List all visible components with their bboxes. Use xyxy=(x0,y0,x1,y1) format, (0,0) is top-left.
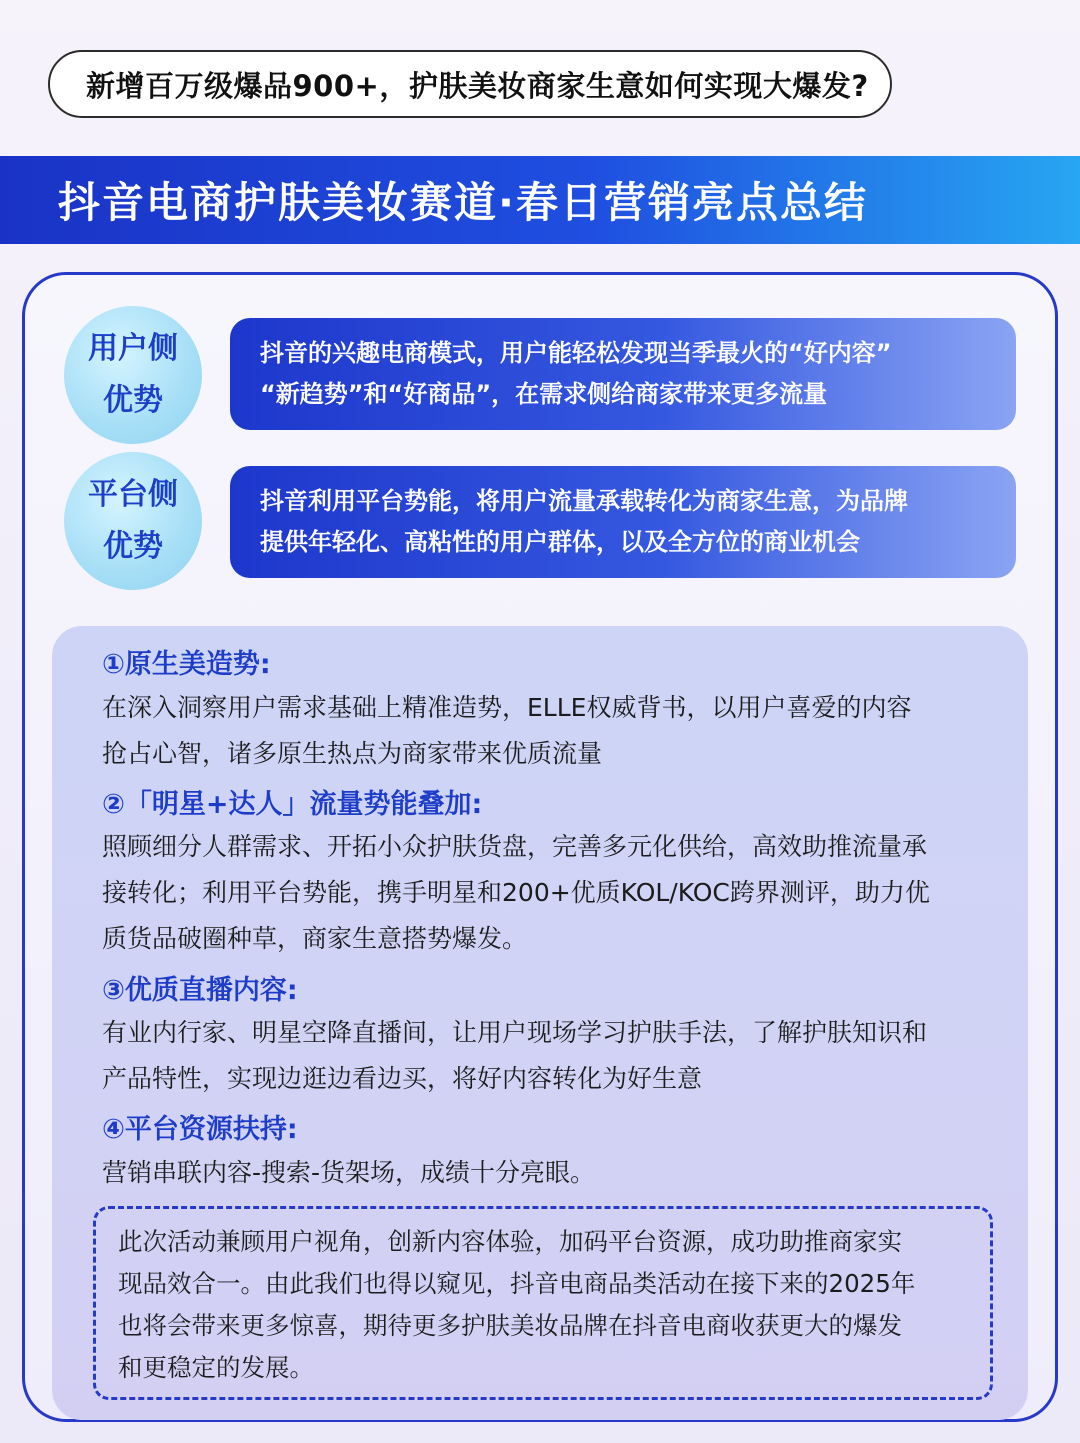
platform-side-advantage-badge xyxy=(64,452,202,590)
section-heading-star-influencer: ②「明星+达人」流量势能叠加: xyxy=(102,789,483,820)
platform-side-text-line2: 提供年轻化、高粘性的用户群体，以及全方位的商业机会 xyxy=(260,528,860,556)
section-line: 接转化；利用平台势能，携手明星和200+优质KOL/KOC跨界测评，助力优 xyxy=(102,878,930,907)
platform-side-label-line2: 优势 xyxy=(103,529,163,564)
user-side-advantage-box xyxy=(230,318,1016,430)
section-text-live-content xyxy=(102,1010,927,1102)
user-side-advantage-badge xyxy=(64,306,202,444)
section-line: 照顾细分人群需求、开拓小众护肤货盘，完善多元化供给，高效助推流量承 xyxy=(102,832,928,861)
section-line: 有业内行家、明星空降直播间，让用户现场学习护肤手法，了解护肤知识和 xyxy=(102,1018,928,1047)
summary-line: 也将会带来更多惊喜，期待更多护肤美妆品牌在抖音电商收获更大的爆发 xyxy=(118,1311,902,1340)
user-side-text-line1: 抖音的兴趣电商模式，用户能轻松发现当季最火的“好内容” xyxy=(260,339,892,367)
section-heading-native-beauty: ①原生美造势: xyxy=(102,649,271,680)
section-line: 质货品破圈种草，商家生意搭势爆发。 xyxy=(102,924,528,953)
section-heading-platform-resources: ④平台资源扶持: xyxy=(102,1114,298,1145)
platform-side-text-line1: 抖音利用平台势能，将用户流量承载转化为商家生意，为品牌 xyxy=(260,487,908,515)
header-question-text: 新增百万级爆品900+，护肤美妆商家生意如何实现大爆发? xyxy=(86,68,869,103)
section-line: 在深入洞察用户需求基础上精准造势，ELLE权威背书，以用户喜爱的内容 xyxy=(102,693,912,722)
section-line: 抢占心智，诸多原生热点为商家带来优质流量 xyxy=(102,739,603,768)
summary-line: 和更稳定的发展。 xyxy=(118,1353,314,1382)
section-text-native-beauty xyxy=(102,685,911,777)
user-side-text-line2: “新趋势”和“好商品”，在需求侧给商家带来更多流量 xyxy=(260,380,828,408)
section-text-star-influencer xyxy=(102,824,930,962)
platform-side-advantage-box xyxy=(230,466,1016,578)
section-line: 产品特性，实现边逛边看边买，将好内容转化为好生意 xyxy=(102,1064,703,1093)
header-question-pill xyxy=(48,50,892,118)
section-line: 营销串联内容-搜索-货架场，成绩十分亮眼。 xyxy=(102,1158,596,1187)
banner-title: 抖音电商护肤美妆赛道·春日营销亮点总结 xyxy=(58,178,868,227)
title-banner xyxy=(0,156,1080,244)
section-text-platform-resources xyxy=(102,1150,595,1196)
user-side-label-line1: 用户侧 xyxy=(88,331,178,366)
summary-dashed-box xyxy=(93,1206,993,1400)
section-heading-live-content: ③优质直播内容: xyxy=(102,975,298,1006)
summary-line: 此次活动兼顾用户视角，创新内容体验，加码平台资源，成功助推商家实 xyxy=(118,1227,902,1256)
summary-line: 现品效合一。由此我们也得以窥见，抖音电商品类活动在接下来的2025年 xyxy=(118,1269,916,1298)
user-side-label-line2: 优势 xyxy=(103,383,163,418)
platform-side-label-line1: 平台侧 xyxy=(88,477,178,512)
